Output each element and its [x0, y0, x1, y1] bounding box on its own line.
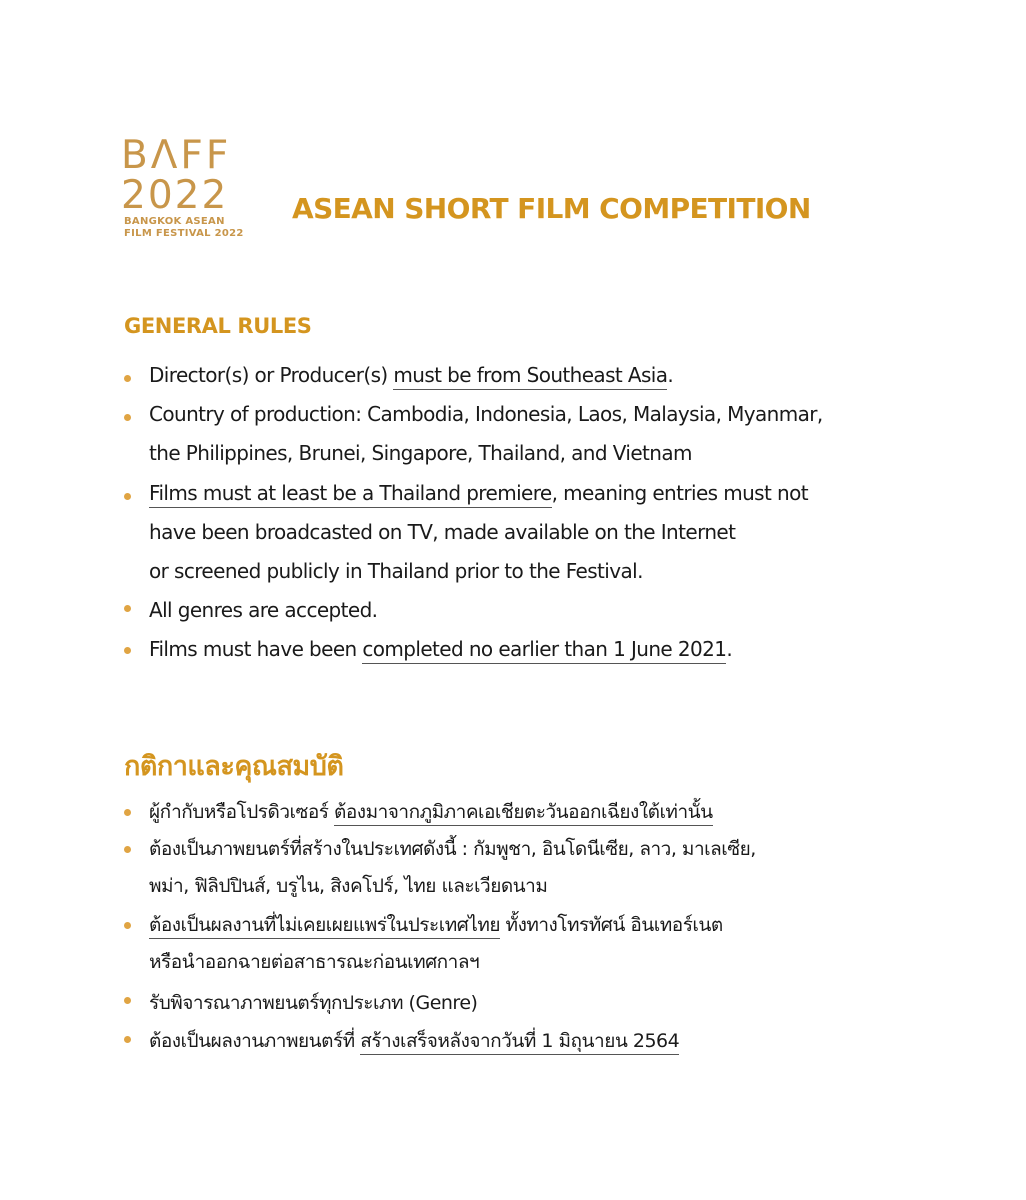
- rule-underlined-text: must be from Southeast Asia: [393, 363, 667, 390]
- rule-line: or screened publicly in Thailand prior to the Festival.: [149, 559, 643, 583]
- rule-underlined-text: Films must at least be a Thailand premiere: [149, 481, 552, 508]
- rule-line: พม่า, ฟิลิปปินส์, บรูไน, สิงคโปร์, ไทย และเวียดนาม: [149, 875, 548, 897]
- rule-line: have been broadcasted on TV, made available on the Internet: [149, 520, 736, 544]
- logo-subtitle-1: BANGKOK ASEAN: [124, 216, 225, 227]
- bullet-icon: [124, 647, 131, 654]
- logo-year: 2022: [121, 173, 229, 218]
- rule-text: .: [667, 363, 674, 387]
- rule-line: หรือนำออกฉายต่อสาธารณะก่อนเทศกาลฯ: [149, 951, 480, 973]
- bullet-icon: [124, 414, 131, 421]
- rule-line: Country of production: Cambodia, Indonesia, Laos, Malaysia, Myanmar,: [149, 402, 823, 426]
- festival-logo: [121, 133, 246, 240]
- bullet-icon: [124, 997, 131, 1004]
- rule-underlined-text: completed no earlier than 1 June 2021: [362, 637, 726, 664]
- rule-line: รับพิจารณาภาพยนตร์ทุกประเภท (Genre): [149, 992, 478, 1014]
- rule-line: the Philippines, Brunei, Singapore, Thailand, and Vietnam: [149, 441, 692, 465]
- rule-line: [149, 637, 732, 661]
- rule-text: ผู้กำกับหรือโปรดิวเซอร์: [149, 801, 335, 823]
- rule-line: All genres are accepted.: [149, 598, 378, 622]
- bullet-icon: [124, 493, 131, 500]
- rule-text: Director(s) or Producer(s): [149, 363, 394, 387]
- thai-rules-heading: กติกาและคุณสมบัติ: [124, 751, 344, 782]
- general-rules-heading: GENERAL RULES: [124, 314, 312, 338]
- rule-line: [149, 481, 808, 505]
- bullet-icon: [124, 809, 131, 816]
- rule-line: [149, 363, 673, 387]
- rule-underlined-text: ต้องมาจากภูมิภาคเอเชียตะวันออกเฉียงใต้เท่านั้น: [334, 801, 713, 826]
- rule-text: .: [726, 637, 733, 661]
- rule-text: ทั้งทางโทรทัศน์ อินเทอร์เนต: [500, 914, 723, 936]
- rule-underlined-text: ต้องเป็นผลงานที่ไม่เคยเผยแพร่ในประเทศไทย: [149, 914, 500, 939]
- bullet-icon: [124, 846, 131, 853]
- bullet-icon: [124, 1036, 131, 1043]
- rule-line: ต้องเป็นภาพยนตร์ที่สร้างในประเทศดังนี้ : กัมพูชา, อินโดนีเซีย, ลาว, มาเลเซีย,: [149, 838, 756, 860]
- rule-text: ต้องเป็นผลงานภาพยนตร์ที่: [149, 1030, 361, 1052]
- rule-line: [149, 1026, 679, 1056]
- bullet-icon: [124, 922, 131, 929]
- rule-text: , meaning entries must not: [551, 481, 808, 505]
- bullet-icon: [124, 605, 131, 612]
- logo-wordmark: BΛFF: [121, 133, 232, 178]
- page-title: ASEAN SHORT FILM COMPETITION: [292, 192, 811, 225]
- bullet-icon: [124, 375, 131, 382]
- rule-text: Films must have been: [149, 637, 363, 661]
- logo-subtitle-2: FILM FESTIVAL 2022: [124, 228, 244, 239]
- rule-line: [149, 797, 713, 827]
- rule-line: [149, 910, 723, 940]
- rule-underlined-text: สร้างเสร็จหลังจากวันที่ 1 มิถุนายน 2564: [360, 1030, 679, 1055]
